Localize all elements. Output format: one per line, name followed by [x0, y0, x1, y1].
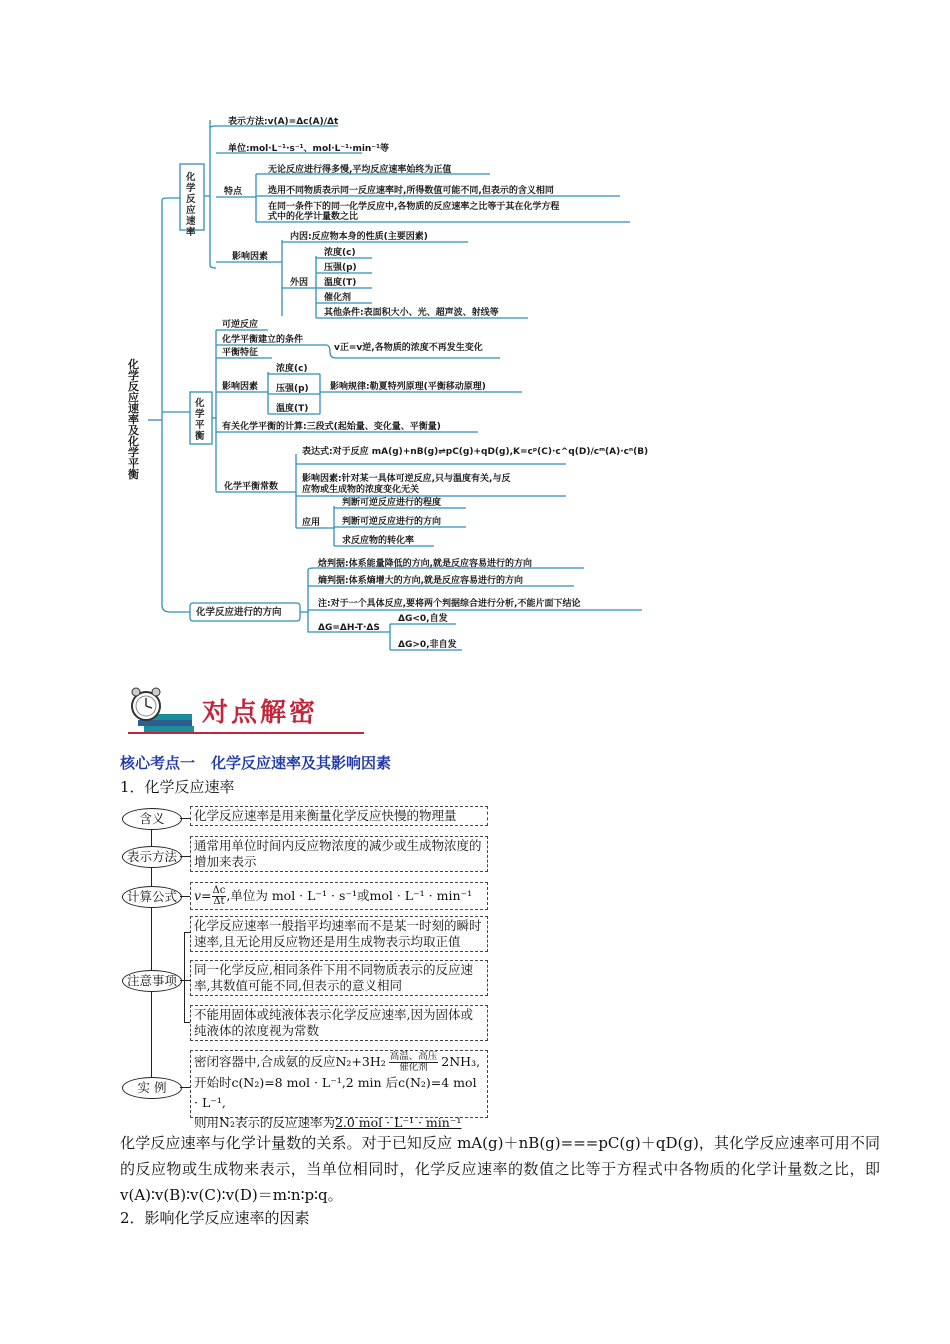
eq-factor-3: 温度(T): [276, 404, 309, 414]
mind-map-root-label: 化学反应速率及化学平衡: [128, 358, 139, 481]
rate-feature-label: 特点: [224, 187, 243, 197]
example-line2: 开始时c(N₂)=8 mol · L⁻¹,2 min 后c(N₂)=4 mol · L⁻¹,: [194, 1075, 477, 1110]
knowledge-mind-map: [0, 0, 950, 650]
box-expression: 通常用单位时间内反应物浓度的减少或生成物浓度的增加来表示: [190, 836, 488, 872]
example-line3: 则用N₂表示的反应速率为: [194, 1115, 335, 1130]
box-note-1: 化学反应速率一般指平均速率而不是某一时刻的瞬时速率,且无论用反应物还是用生成物表示均取正值: [190, 916, 488, 952]
subheading-2: 2．影响化学反应速率的因素: [120, 1209, 310, 1227]
rate-internal: 内因:反应物本身的性质(主要因素): [290, 232, 428, 242]
rate-external-5: 其他条件:表面积大小、光、超声波、射线等: [324, 308, 499, 318]
tag-meaning: 含义: [122, 808, 182, 830]
example-answer: 2.0 mol · L⁻¹ · min⁻¹: [334, 1115, 462, 1130]
eq-factor-label: 影响因素: [222, 382, 259, 392]
box-note-3: 不能用固体或纯液体表示化学反应速率,因为固体或纯液体的浓度视为常数: [190, 1005, 488, 1041]
reaction-condition: $\frac{\text{高温、高压}}{\text{催化剂}}$: [389, 1051, 438, 1073]
rate-feature-1: 无论反应进行得多慢,平均反应速率始终为正值: [268, 165, 452, 175]
rate-expression: 表示方法:v(A)=Δc(A)/Δt: [228, 117, 339, 127]
formula-v: v=: [194, 888, 212, 903]
dir-item-1: 焓判据:体系能量降低的方向,就是反应容易进行的方向: [318, 559, 533, 569]
eq-k-factor: 影响因素:针对某一具体可逆反应,只与温度有关,与反: [302, 474, 511, 484]
eq-app-3: 求反应物的转化率: [342, 536, 415, 546]
rate-external-4: 催化剂: [324, 293, 352, 303]
eq-factor-2: 压强(p): [276, 384, 309, 394]
rate-title: 化学反应速率: [186, 172, 196, 238]
rate-external-2: 压强(p): [324, 263, 357, 273]
banner-underline: [128, 732, 364, 734]
subheading-1: 1．化学反应速率: [120, 778, 235, 796]
box-formula: [190, 882, 488, 910]
box-meaning: 化学反应速率是用来衡量化学反应快慢的物理量: [190, 806, 488, 826]
example-line1: 密闭容器中,合成氨的反应N₂+3H₂: [194, 1054, 386, 1069]
eq-item-1: 可逆反应: [222, 320, 259, 330]
rate-feature-2: 选用不同物质表示同一反应速率时,所得数值可能不同,但表示的含义相同: [268, 186, 554, 196]
rate-link: [162, 198, 180, 200]
dir-dg-case-1: ΔG<0,自发: [398, 614, 448, 624]
tag-expression: 表示方法: [122, 846, 182, 868]
eq-item-3: 平衡特征: [222, 348, 259, 358]
eq-item-2: 化学平衡建立的条件: [222, 335, 304, 345]
dir-dg: ΔG=ΔH-T·ΔS: [318, 623, 380, 633]
section-heading: [120, 752, 391, 773]
mind-map-root: [127, 357, 139, 481]
root-bracket: [162, 200, 190, 612]
box-note-2: 同一化学反应,相同条件下用不同物质表示的反应速率,其数值可能不同,但表示的意义相同: [190, 960, 488, 996]
rate-unit: 单位:mol·L⁻¹·s⁻¹、mol·L⁻¹·min⁻¹等: [228, 144, 390, 154]
eq-k-label: 化学平衡常数: [224, 482, 279, 492]
dir-dg-case-2: ΔG>0,非自发: [398, 640, 457, 650]
tag-example: 实 例: [122, 1077, 182, 1099]
section-label: 核心考点一: [120, 754, 196, 772]
eq-app-1: 判断可逆反应进行的程度: [342, 498, 442, 508]
eq-feature-desc: v正=v逆,各物质的浓度不再发生变化: [334, 343, 483, 353]
section-banner: [124, 686, 364, 740]
tag-notes: 注意事项: [122, 970, 182, 992]
eq-factor-1: 浓度(c): [276, 364, 308, 374]
dir-item-2: 熵判据:体系熵增大的方向,就是反应容易进行的方向: [318, 576, 524, 586]
eq-app-label: 应用: [302, 518, 321, 528]
rate-external-1: 浓度(c): [324, 248, 356, 258]
box-example: 密闭容器中,合成氨的反应N₂+3H₂ $\frac{\text{高温、高压}}{\text{催化剂}}$ 2NH₃, 开始时c(N₂)=8 mol · L⁻¹,2 min 后c(N₂)=4 mol · L⁻¹, 则用N₂表示的反应速率为2.0 mol · L⁻¹ · min⁻¹: [190, 1050, 488, 1118]
dir-item-3: 注:对于一个具体反应,要将两个判据综合进行分析,不能片面下结论: [318, 599, 581, 609]
tag-formula: 计算公式: [122, 886, 182, 908]
eq-rule: 影响规律:勒夏特列原理(平衡移动原理): [330, 382, 486, 392]
eq-k-expr: 表达式:对于反应 mA(g)+nB(g)⇌pC(g)+qD(g),K=cᵖ(C)·c^q(D)/cᵐ(A)·cⁿ(B): [302, 447, 649, 457]
formula-unit: ,单位为 mol · L⁻¹ · s⁻¹或mol · L⁻¹ · min⁻¹: [226, 888, 473, 903]
eq-k-factor-2: 应物或生成物的浓度变化无关: [302, 485, 420, 495]
rate-factor-label: 影响因素: [232, 252, 269, 262]
dir-title: 化学反应进行的方向: [196, 607, 282, 618]
section-title: 化学反应速率及其影响因素: [211, 754, 392, 772]
rate-concept-diagram: [118, 800, 498, 1130]
clock-books-icon: [124, 686, 202, 736]
formula-fraction: $\frac{\Delta c}{\Delta t}$: [212, 885, 226, 907]
banner-title: 对点解密: [202, 698, 319, 728]
rate-external-label: 外因: [290, 278, 309, 288]
eq-title: 化学平衡: [195, 398, 205, 442]
body-paragraph-1: 化学反应速率与化学计量数的关系。对于已知反应 mA(g)＋nB(g)===pC(g)＋qD(g)，其化学反应速率可用不同的反应物或生成物来表示，当单位相同时，化学反应速率的数值之比等于方程式中各物质的化学计量数之比，即 v(A)∶v(B)∶v(C)∶v(D)＝m∶n∶p∶q。: [120, 1134, 880, 1204]
rate-feature-3: 在同一条件下的同一化学反应中,各物质的反应速率之比等于其在化学方程: [268, 202, 560, 212]
eq-calc: 有关化学平衡的计算:三段式(起始量、变化量、平衡量): [222, 422, 441, 432]
eq-app-2: 判断可逆反应进行的方向: [342, 517, 442, 527]
rate-external-3: 温度(T): [324, 278, 357, 288]
rate-bracket: [210, 120, 216, 268]
rate-feature-3b: 式中的化学计量数之比: [268, 212, 359, 222]
